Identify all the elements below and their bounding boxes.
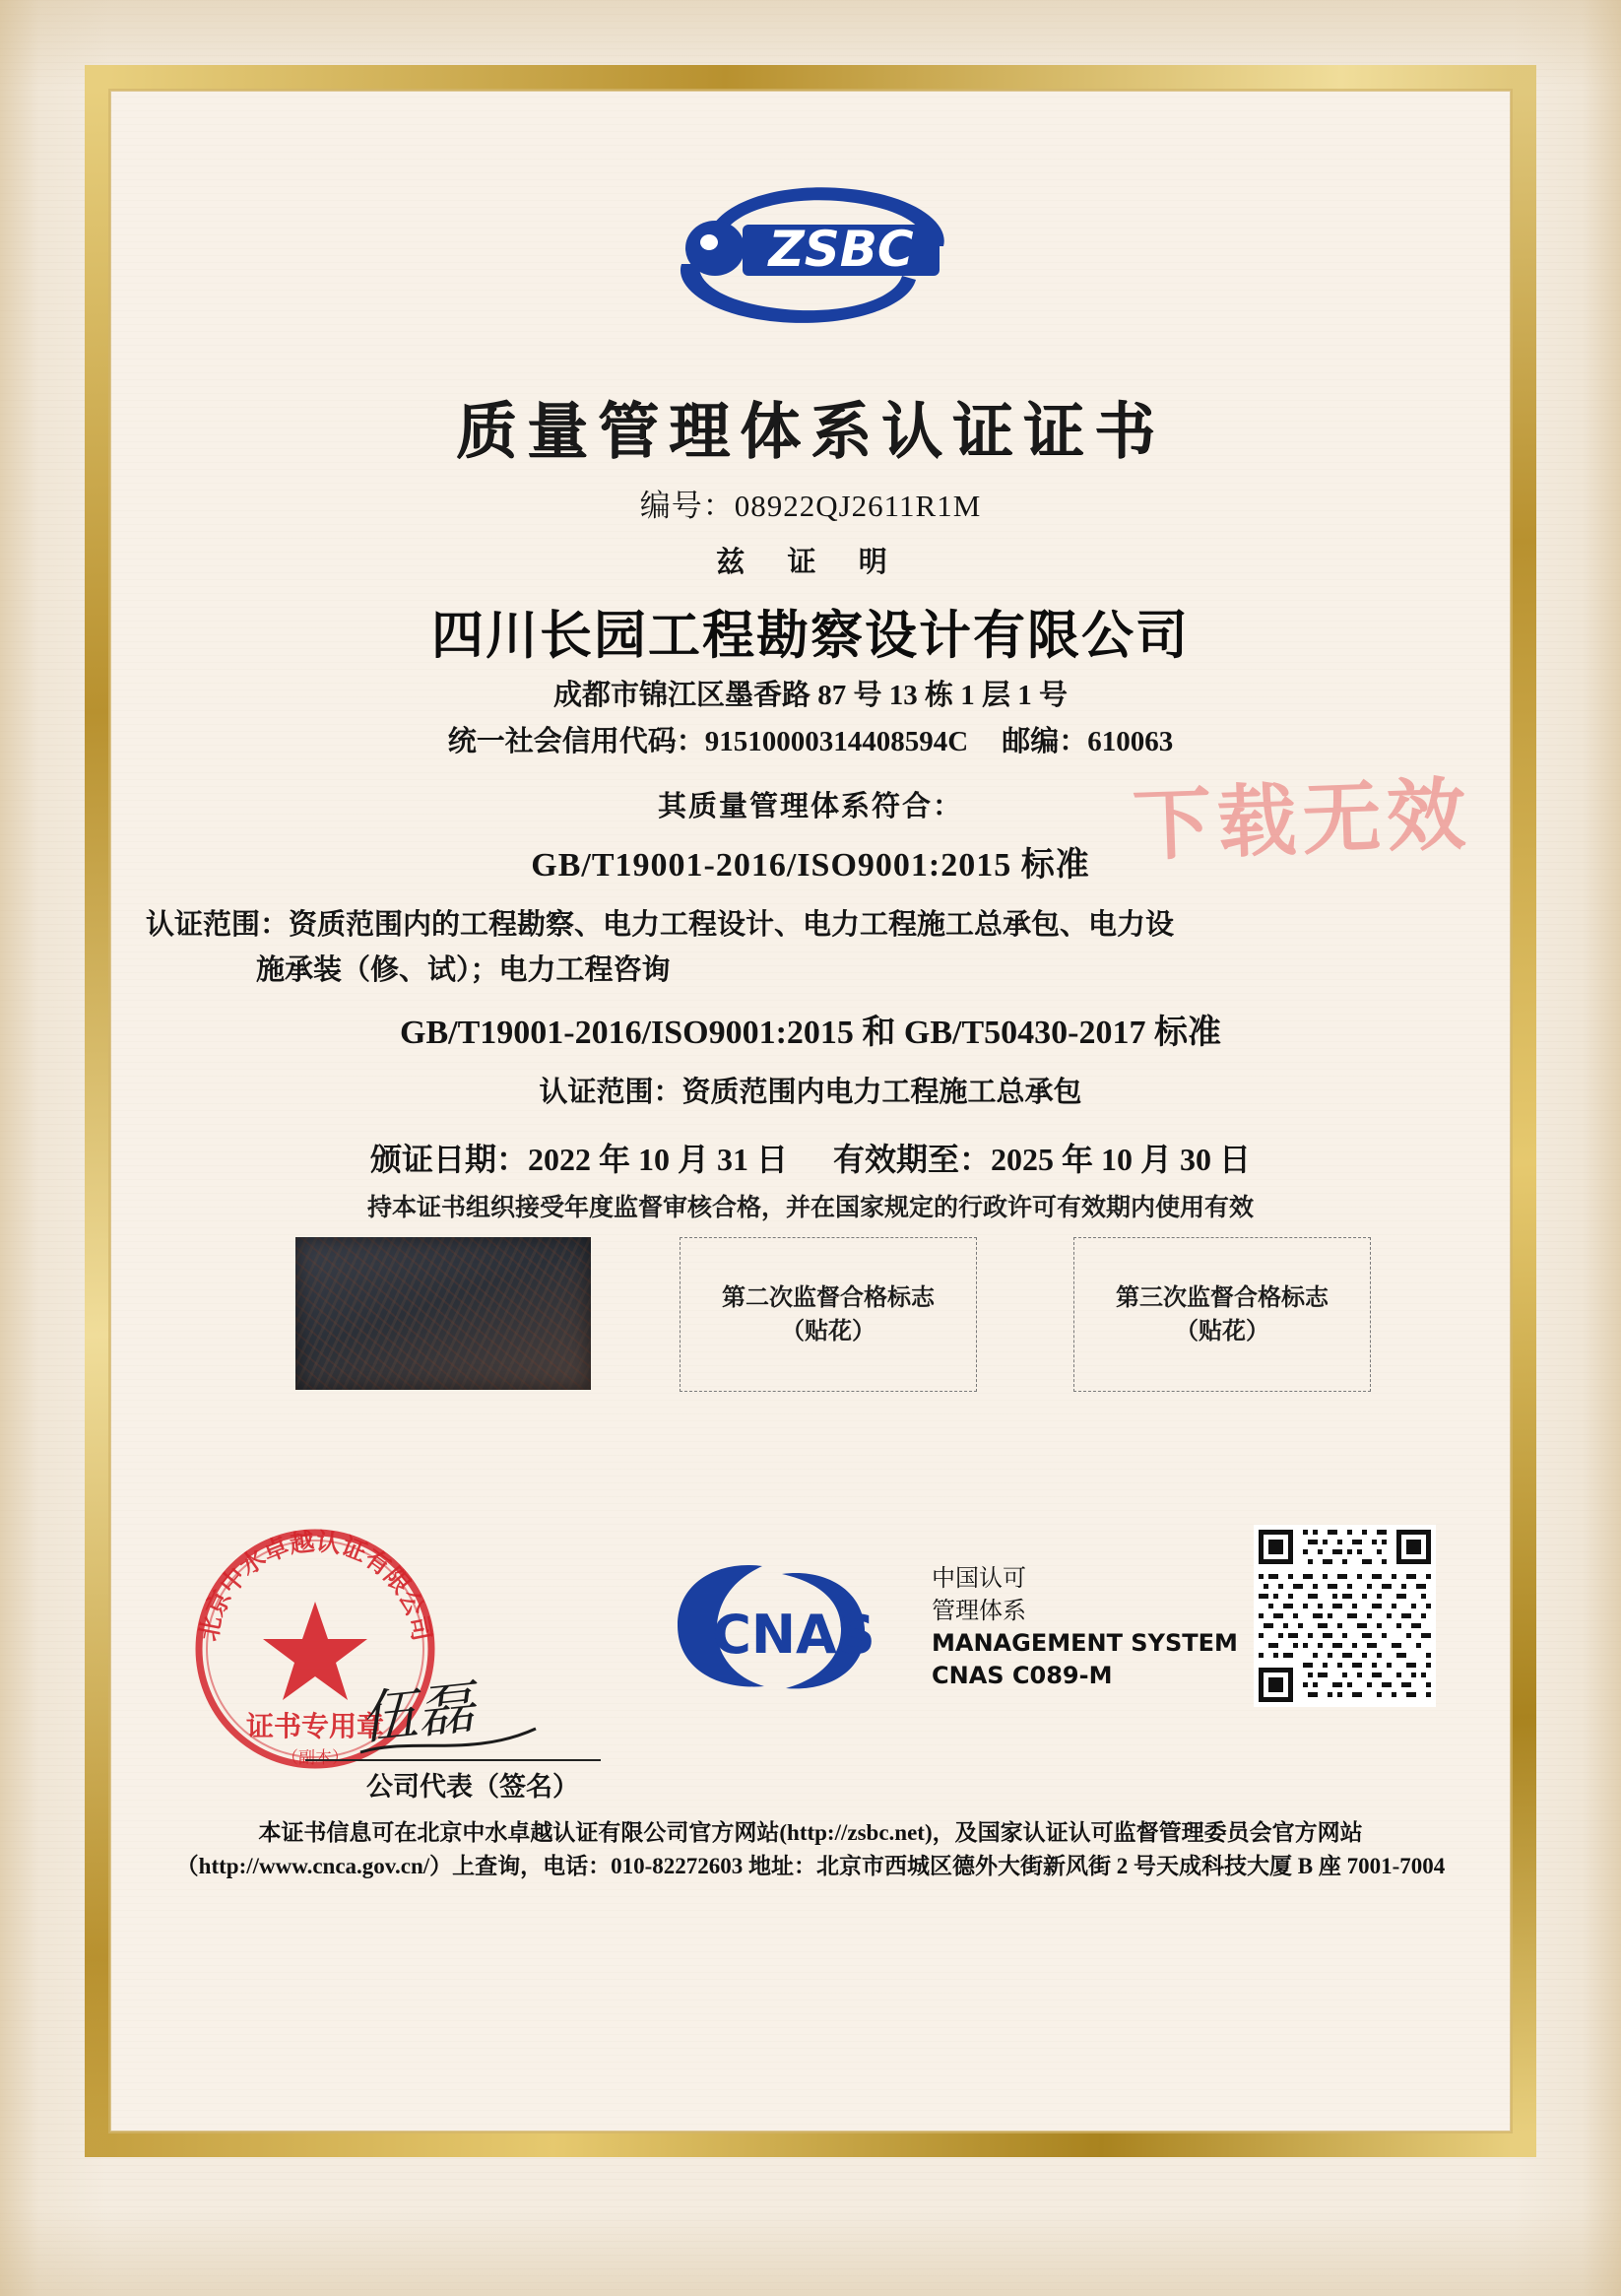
- postcode-label: 邮编：: [1002, 726, 1088, 757]
- issue-date-value: 2022 年 10 月 31 日: [527, 1142, 788, 1177]
- certificate-content: [128, 106, 1493, 2116]
- svg-text:ZSBC: ZSBC: [768, 221, 914, 278]
- zsbc-logo-icon: [648, 177, 973, 340]
- footer-line-1: 本证书信息可在北京中水卓越认证有限公司官方网站(http://zsbc.net)，及国家认证认可监督管理委员会官方网站: [258, 1820, 1363, 1845]
- cnas-line-3: MANAGEMENT SYSTEM: [932, 1629, 1238, 1657]
- page-title: 质量管理体系认证证书: [455, 395, 1165, 467]
- credit-code-label: 统一社会信用代码：: [447, 726, 705, 757]
- company-name: 四川长园工程勘察设计有限公司: [431, 606, 1190, 666]
- cnas-line-2: 管理体系: [932, 1597, 1026, 1624]
- representative-label: 公司代表（签名）: [366, 1772, 579, 1802]
- postcode-value: 610063: [1087, 726, 1174, 757]
- footer-note: [128, 1816, 1493, 1883]
- svg-text:伍磊: 伍磊: [357, 1673, 478, 1752]
- credit-code-line: [128, 719, 1493, 759]
- conformity-statement: 其质量管理体系符合：: [657, 791, 963, 822]
- third-surveillance-sticker: [1073, 1237, 1371, 1392]
- representative-signature: [353, 1668, 589, 1766]
- scope-2: 认证范围：资质范围内电力工程施工总承包: [539, 1077, 1082, 1108]
- valid-until-value: 2025 年 10 月 30 日: [991, 1142, 1252, 1177]
- cnas-accreditation-text: [932, 1562, 1238, 1692]
- first-surveillance-sticker: [295, 1237, 591, 1390]
- company-address: 成都市锦江区墨香路 87 号 13 栋 1 层 1 号: [552, 680, 1068, 711]
- certificate-number-label: 编号：: [639, 489, 735, 523]
- svg-text:北京中水卓越认证有限公司: 北京中水卓越认证有限公司: [193, 1527, 437, 1644]
- certificate-number-value: 08922QJ2611R1M: [734, 489, 982, 523]
- validity-dates: [128, 1135, 1493, 1180]
- second-surveillance-sublabel: （贴花）: [781, 1318, 875, 1345]
- qr-code: [1254, 1525, 1436, 1707]
- scope-1-line-2: 施承装（修、试）；电力工程咨询: [256, 954, 671, 986]
- hereby-certify-text: 兹 证 明: [716, 547, 905, 578]
- svg-text:CNAS: CNAS: [712, 1604, 875, 1666]
- annual-audit-note: 持本证书组织接受年度监督审核合格，并在国家规定的行政许可有效期内使用有效: [366, 1195, 1254, 1221]
- third-surveillance-label: 第三次监督合格标志: [1116, 1284, 1329, 1311]
- svg-text:（副本）: （副本）: [282, 1748, 349, 1768]
- cnas-line-4: CNAS C089-M: [932, 1662, 1113, 1689]
- download-invalid-watermark: 下载无效: [1131, 768, 1473, 872]
- surveillance-sticker-row: [207, 1237, 1418, 1395]
- issue-date-label: 颁证日期：: [369, 1142, 528, 1177]
- valid-until-label: 有效期至：: [833, 1142, 992, 1177]
- standard-1: GB/T19001-2016/ISO9001:2015 标准: [531, 847, 1090, 884]
- standard-2: GB/T19001-2016/ISO9001:2015 和 GB/T50430-2017 标准: [400, 1015, 1221, 1051]
- certificate-number: [128, 481, 1493, 525]
- third-surveillance-sublabel: （贴花）: [1175, 1318, 1269, 1345]
- svg-text:证书专用章: 证书专用章: [245, 1710, 385, 1742]
- footer-line-2: （http://www.cnca.gov.cn/）上查询，电话：010-82272603 地址：北京市西城区德外大街新风街 2 号天成科技大厦 B 座 7001-7004: [175, 1854, 1446, 1878]
- scope-1-line-1: 认证范围：资质范围内的工程勘察、电力工程设计、电力工程施工总承包、电力设: [146, 909, 1175, 941]
- cnas-line-1: 中国认可: [932, 1564, 1026, 1592]
- second-surveillance-sticker: [680, 1237, 977, 1392]
- credit-code-value: 91510000314408594C: [704, 726, 969, 757]
- scope-1: [146, 902, 1475, 993]
- signature-line: [305, 1759, 601, 1761]
- cnas-logo-icon: [668, 1554, 904, 1702]
- second-surveillance-label: 第二次监督合格标志: [722, 1284, 935, 1311]
